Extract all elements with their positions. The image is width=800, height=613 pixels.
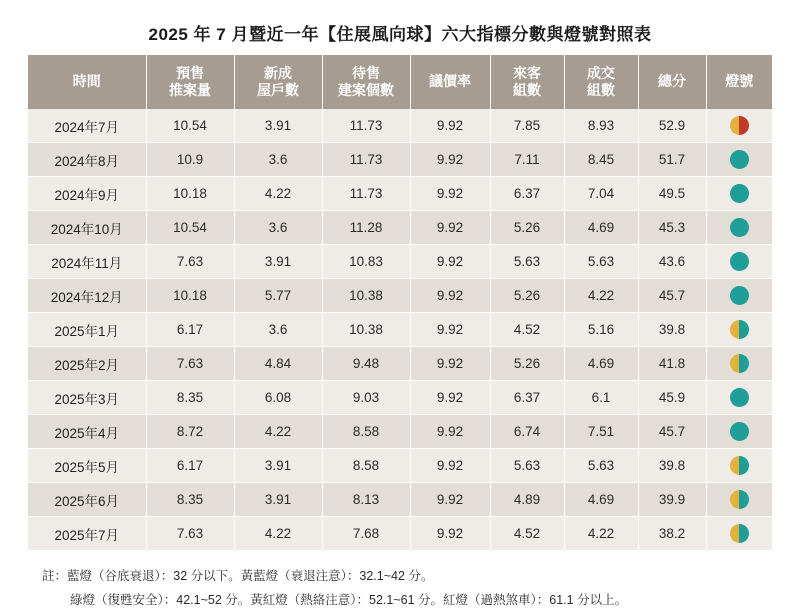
light-half-right [739,184,749,203]
cell-unsold: 8.58 [322,449,410,483]
cell-visitors: 4.52 [490,517,564,551]
cell-newhouse: 4.22 [234,517,322,551]
cell-visitors: 6.74 [490,415,564,449]
cell-time: 2025年4月 [28,415,146,449]
table-row [28,313,772,347]
cell-deals: 4.22 [564,517,638,551]
column-header-deals-line1: 成交 [587,64,615,81]
light-half-left [730,422,740,441]
cell-visitors: 7.85 [490,109,564,143]
cell-time: 2025年7月 [28,517,146,551]
cell-presale: 7.63 [146,347,234,381]
cell-visitors: 5.26 [490,211,564,245]
cell-light [706,279,772,313]
cell-newhouse: 3.6 [234,143,322,177]
light-half-left [730,456,740,475]
cell-total: 39.9 [638,483,706,517]
light-half-left [730,184,740,203]
cell-unsold: 10.38 [322,279,410,313]
cell-time: 2024年9月 [28,177,146,211]
cell-deals: 5.63 [564,245,638,279]
light-half-right [739,354,749,373]
column-header-newhouse-line1: 新成 [264,64,292,81]
cell-unsold: 11.73 [322,143,410,177]
cell-presale: 10.9 [146,143,234,177]
light-indicator-icon [730,422,749,441]
cell-deals: 7.04 [564,177,638,211]
cell-presale: 8.72 [146,415,234,449]
cell-time: 2024年12月 [28,279,146,313]
light-half-left [730,320,740,339]
light-indicator-icon [730,524,749,543]
cell-total: 45.7 [638,415,706,449]
cell-visitors: 5.26 [490,279,564,313]
light-indicator-icon [730,456,749,475]
cell-newhouse: 4.22 [234,415,322,449]
table-header [28,55,772,109]
light-half-left [730,286,740,305]
light-half-right [739,252,749,271]
cell-light [706,245,772,279]
cell-presale: 8.35 [146,381,234,415]
column-header-visitors-line1: 來客 [513,64,541,81]
light-indicator-icon [730,286,749,305]
cell-total: 49.5 [638,177,706,211]
column-header-light-line1: 燈號 [725,73,754,90]
column-header-deals-line2: 組數 [587,82,615,98]
cell-deals: 4.22 [564,279,638,313]
cell-total: 39.8 [638,449,706,483]
light-indicator-icon [730,320,749,339]
light-half-left [730,218,740,237]
table-row [28,449,772,483]
cell-presale: 6.17 [146,449,234,483]
cell-visitors: 5.63 [490,245,564,279]
cell-light [706,109,772,143]
column-header-presale-line1: 預售 [176,64,204,81]
cell-total: 51.7 [638,143,706,177]
column-header-presale [146,55,234,109]
cell-newhouse: 3.91 [234,483,322,517]
column-header-unsold-line2: 建案個數 [338,82,394,98]
light-half-left [730,116,740,135]
cell-newhouse: 6.08 [234,381,322,415]
page-title: 2025 年 7 月暨近一年【住展風向球】六大指標分數與燈號對照表 [148,25,652,44]
cell-total: 43.6 [638,245,706,279]
table-row [28,177,772,211]
table-row [28,415,772,449]
cell-newhouse: 3.91 [234,245,322,279]
cell-presale: 7.63 [146,517,234,551]
cell-time: 2025年2月 [28,347,146,381]
light-half-left [730,524,740,543]
light-half-right [739,320,749,339]
cell-deals: 4.69 [564,483,638,517]
column-header-deals [564,55,638,109]
cell-visitors: 6.37 [490,177,564,211]
cell-bargain: 9.92 [410,381,490,415]
cell-time: 2025年6月 [28,483,146,517]
cell-total: 39.8 [638,313,706,347]
cell-deals: 8.93 [564,109,638,143]
column-header-unsold [322,55,410,109]
cell-bargain: 9.92 [410,313,490,347]
cell-light [706,143,772,177]
light-half-right [739,524,749,543]
cell-visitors: 5.26 [490,347,564,381]
cell-time: 2025年3月 [28,381,146,415]
cell-time: 2025年1月 [28,313,146,347]
cell-unsold: 11.73 [322,109,410,143]
table-row [28,381,772,415]
cell-presale: 10.54 [146,211,234,245]
light-indicator-icon [730,218,749,237]
cell-newhouse: 3.6 [234,211,322,245]
cell-light [706,347,772,381]
cell-bargain: 9.92 [410,177,490,211]
cell-unsold: 9.03 [322,381,410,415]
column-header-bargain-line1: 議價率 [429,73,471,90]
column-header-newhouse-line2: 屋戶數 [257,82,299,98]
light-indicator-icon [730,252,749,271]
cell-total: 38.2 [638,517,706,551]
cell-total: 41.8 [638,347,706,381]
cell-bargain: 9.92 [410,143,490,177]
light-indicator-icon [730,116,749,135]
cell-bargain: 9.92 [410,449,490,483]
cell-presale: 10.18 [146,177,234,211]
cell-light [706,415,772,449]
table-row [28,517,772,551]
footnote-line-1: 註：藍燈（谷底衰退）：32 分以下。黃藍燈（衰退注意）：32.1~42 分。 [42,569,434,583]
table-row [28,279,772,313]
light-half-left [730,150,740,169]
cell-total: 45.9 [638,381,706,415]
light-indicator-icon [730,354,749,373]
table-row [28,143,772,177]
table-row [28,347,772,381]
column-header-visitors [490,55,564,109]
cell-deals: 4.69 [564,347,638,381]
column-header-light [706,55,772,109]
cell-bargain: 9.92 [410,211,490,245]
cell-visitors: 6.37 [490,381,564,415]
cell-light [706,211,772,245]
column-header-bargain [410,55,490,109]
cell-deals: 4.69 [564,211,638,245]
cell-time: 2025年5月 [28,449,146,483]
cell-time: 2024年10月 [28,211,146,245]
cell-unsold: 8.13 [322,483,410,517]
cell-time: 2024年7月 [28,109,146,143]
cell-deals: 5.16 [564,313,638,347]
cell-visitors: 4.52 [490,313,564,347]
column-header-unsold-line1: 待售 [352,64,380,81]
cell-light [706,517,772,551]
light-indicator-icon [730,184,749,203]
cell-time: 2024年8月 [28,143,146,177]
cell-bargain: 9.92 [410,517,490,551]
cell-newhouse: 4.22 [234,177,322,211]
cell-deals: 5.63 [564,449,638,483]
cell-newhouse: 3.91 [234,109,322,143]
cell-deals: 8.45 [564,143,638,177]
cell-bargain: 9.92 [410,109,490,143]
table-row [28,483,772,517]
column-header-presale-line2: 推案量 [169,82,211,98]
light-half-right [739,388,749,407]
cell-visitors: 4.89 [490,483,564,517]
table-row [28,211,772,245]
cell-unsold: 11.28 [322,211,410,245]
cell-unsold: 10.83 [322,245,410,279]
cell-newhouse: 3.6 [234,313,322,347]
cell-bargain: 9.92 [410,245,490,279]
light-half-right [739,456,749,475]
cell-light [706,381,772,415]
cell-light [706,177,772,211]
header-row [28,55,772,109]
score-table [28,55,772,551]
footnotes [28,565,772,613]
light-half-right [739,490,749,509]
column-header-time [28,55,146,109]
cell-light [706,449,772,483]
score-table-wrapper [28,55,772,551]
cell-unsold: 8.58 [322,415,410,449]
light-half-right [739,422,749,441]
table-row [28,109,772,143]
cell-deals: 6.1 [564,381,638,415]
cell-presale: 10.18 [146,279,234,313]
light-indicator-icon [730,388,749,407]
cell-newhouse: 4.84 [234,347,322,381]
light-indicator-icon [730,150,749,169]
cell-unsold: 9.48 [322,347,410,381]
light-half-right [739,286,749,305]
light-half-left [730,490,740,509]
cell-time: 2024年11月 [28,245,146,279]
cell-presale: 8.35 [146,483,234,517]
light-half-left [730,252,740,271]
cell-newhouse: 3.91 [234,449,322,483]
cell-bargain: 9.92 [410,279,490,313]
cell-unsold: 7.68 [322,517,410,551]
column-header-total-line1: 總分 [658,73,686,90]
cell-bargain: 9.92 [410,347,490,381]
column-header-total [638,55,706,109]
cell-bargain: 9.92 [410,415,490,449]
column-header-time-line1: 時間 [72,73,101,90]
cell-presale: 6.17 [146,313,234,347]
table-row [28,245,772,279]
cell-light [706,483,772,517]
light-half-right [739,116,749,135]
cell-light [706,313,772,347]
cell-bargain: 9.92 [410,483,490,517]
table-body [28,109,772,551]
cell-presale: 7.63 [146,245,234,279]
cell-unsold: 11.73 [322,177,410,211]
cell-deals: 7.51 [564,415,638,449]
light-half-right [739,218,749,237]
cell-total: 45.7 [638,279,706,313]
cell-visitors: 5.63 [490,449,564,483]
light-half-left [730,354,740,373]
cell-total: 52.9 [638,109,706,143]
cell-newhouse: 5.77 [234,279,322,313]
light-half-right [739,150,749,169]
light-indicator-icon [730,490,749,509]
footnote-line-2: 綠燈（復甦安全）：42.1~52 分。黃紅燈（熱絡注意）：52.1~61 分。紅燈（過熱煞車）：61.1 分以上。 [70,592,628,607]
column-header-newhouse [234,55,322,109]
cell-unsold: 10.38 [322,313,410,347]
cell-total: 45.3 [638,211,706,245]
light-half-left [730,388,740,407]
cell-visitors: 7.11 [490,143,564,177]
column-header-visitors-line2: 組數 [513,82,541,98]
cell-presale: 10.54 [146,109,234,143]
